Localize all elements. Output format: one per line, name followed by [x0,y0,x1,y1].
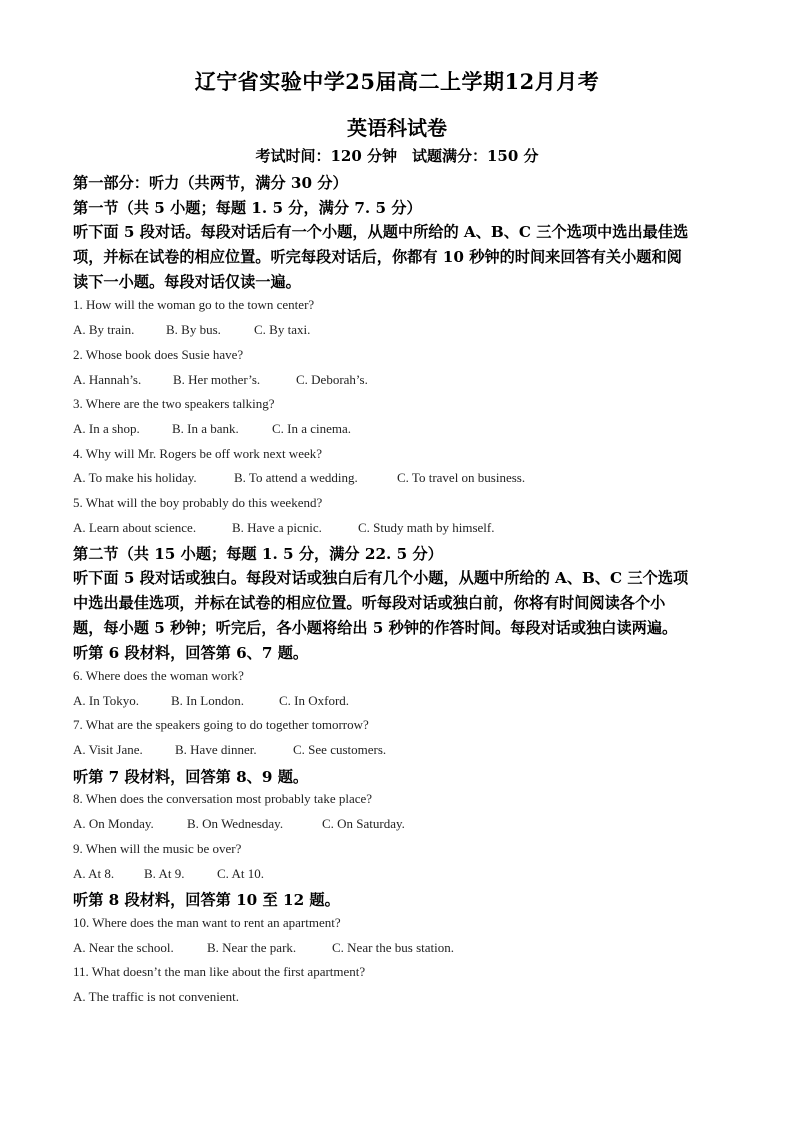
question-5: 5. What will the boy probably do this weekend? [73,495,323,510]
question-4-options [73,470,525,486]
question-11-options [73,989,239,1005]
option-c: C. See customers. [293,742,387,757]
question-1-options [73,322,310,338]
option-a: A. The traffic is not convenient. [73,989,239,1004]
question-6: 6. Where does the woman work? [73,668,244,683]
exam-subtitle: 英语科试卷 [347,116,447,140]
option-c: C. At 10. [217,866,264,881]
option-c: C. Study math by himself. [358,520,495,535]
exam-title: 辽宁省实验中学25届高二上学期12月月考 [194,69,600,94]
question-7: 7. What are the speakers going to do together tomorrow? [73,717,369,732]
material-7-heading: 听第 7 段材料，回答第 8、9 题。 [73,768,309,786]
option-a: A. Visit Jane. [73,742,143,757]
question-8-options [73,816,405,832]
option-c: C. Near the bus station. [332,940,455,955]
option-a: A. In a shop. [73,421,140,436]
question-4: 4. Why will Mr. Rogers be off work next week? [73,446,322,461]
question-5-options [73,520,495,536]
option-c: C. In a cinema. [272,421,352,436]
question-9: 9. When will the music be over? [73,841,242,856]
question-11: 11. What doesn’t the man like about the first apartment? [73,964,366,979]
question-3: 3. Where are the two speakers talking? [73,396,275,411]
option-a: A. On Monday. [73,816,154,831]
section2-instruction-line: 题，每小题 5 秒钟；听完后，各小题将给出 5 秒钟的作答时间。每段对话或独白读两遍。 [73,619,678,637]
option-b: B. On Wednesday. [187,816,284,831]
option-a: A. Hannah’s. [73,372,142,387]
question-8: 8. When does the conversation most probably take place? [73,791,373,806]
question-2-options [73,372,368,388]
option-b: B. To attend a wedding. [234,470,358,485]
exam-info: 考试时间：120 分钟 试题满分：150 分 [255,147,539,165]
question-10: 10. Where does the man want to rent an apartment? [73,915,341,930]
question-10-options [73,940,454,956]
option-a: A. To make his holiday. [73,470,197,485]
option-b: B. Have dinner. [175,742,257,757]
section2-instruction-line: 中选出最佳选项，并标在试卷的相应位置。听每段对话或独白前，你将有时间阅读各个小 [73,594,666,612]
question-6-options [73,693,349,709]
option-a: A. At 8. [73,866,115,881]
option-a: A. Near the school. [73,940,174,955]
section1-heading: 第一节（共 5 小题；每题 1. 5 分，满分 7. 5 分） [73,199,422,217]
option-c: C. To travel on business. [397,470,526,485]
option-a: A. In Tokyo. [73,693,140,708]
option-b: B. Her mother’s. [173,372,261,387]
option-a: A. By train. [73,322,135,337]
question-1: 1. How will the woman go to the town center? [73,297,315,312]
option-c: C. On Saturday. [322,816,405,831]
section2-instruction-line: 听下面 5 段对话或独白。每段对话或独白后有几个小题，从题中所给的 A、B、C 三个选项 [73,569,689,587]
option-c: C. In Oxford. [279,693,350,708]
option-b: B. In London. [171,693,244,708]
option-b: B. Have a picnic. [232,520,322,535]
option-b: B. Near the park. [207,940,297,955]
question-2: 2. Whose book does Susie have? [73,347,244,362]
option-c: C. Deborah’s. [296,372,368,387]
option-b: B. In a bank. [172,421,239,436]
section1-instruction-line: 项，并标在试卷的相应位置。听完每段对话后，你都有 10 秒钟的时间来回答有关小题和阅 [73,248,682,266]
material-8-heading: 听第 8 段材料，回答第 10 至 12 题。 [73,891,340,909]
option-b: B. By bus. [166,322,221,337]
option-b: B. At 9. [144,866,185,881]
part1-heading: 第一部分：听力（共两节，满分 30 分） [73,174,348,192]
section1-instruction-line: 读下一小题。每段对话仅读一遍。 [73,273,301,291]
question-3-options [73,421,351,437]
option-c: C. By taxi. [254,322,311,337]
section1-instruction-line: 听下面 5 段对话。每段对话后有一个小题，从题中所给的 A、B、C 三个选项中选出最佳选 [73,223,689,241]
section2-heading: 第二节（共 15 小题；每题 1. 5 分，满分 22. 5 分） [73,545,443,563]
question-7-options [73,742,386,758]
question-9-options [73,866,264,882]
option-a: A. Learn about science. [73,520,197,535]
material-6-heading: 听第 6 段材料，回答第 6、7 题。 [73,644,309,662]
